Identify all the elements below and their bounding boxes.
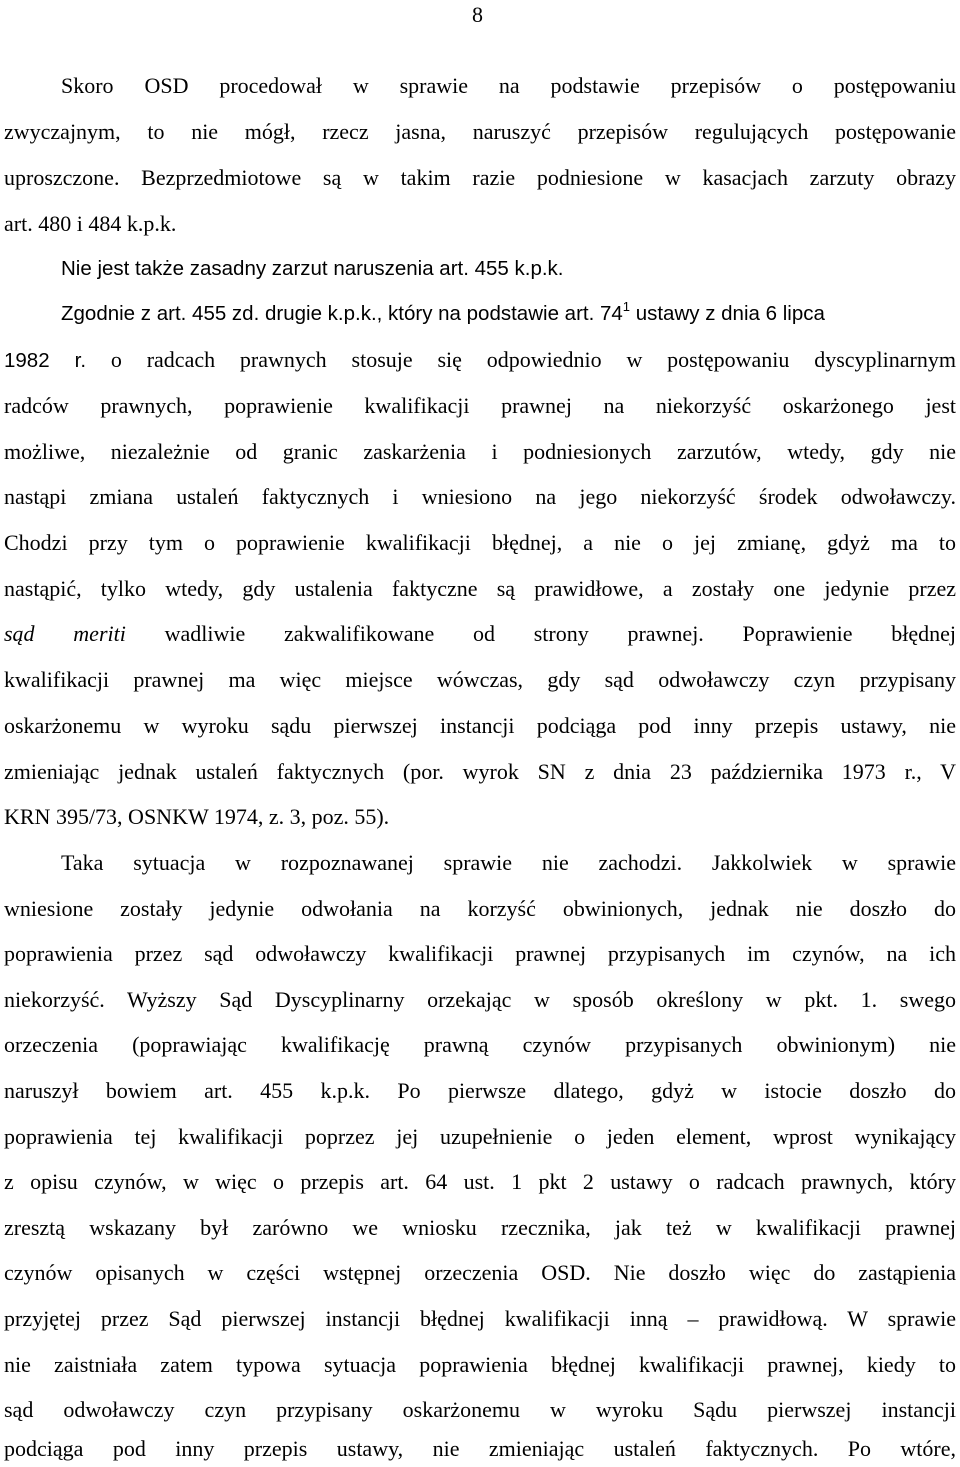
paragraph-line: nie zaistniała zatem typowa sytuacja poprawienia błędnej kwalifikacji prawnej, kiedy to [4, 1352, 956, 1377]
paragraph-line: podciąga pod inny przepis ustawy, nie zmieniając ustaleń faktycznych. Po wtóre, [4, 1436, 956, 1461]
paragraph-line: zwyczajnym, to nie mógł, rzecz jasna, naruszyć przepisów regulujących postępowanie [4, 119, 956, 144]
paragraph-line: radców prawnych, poprawienie kwalifikacji prawnej na niekorzyść oskarżonego jest [4, 393, 956, 418]
paragraph-line: oskarżonemu w wyroku sądu pierwszej instancji podciąga pod inny przepis ustawy, nie [4, 713, 956, 738]
superscript: 1 [622, 299, 631, 314]
paragraph-line: nastąpić, tylko wtedy, gdy ustalenia faktyczne są prawidłowe, a zostały one jedynie przez [4, 576, 956, 601]
paragraph-line [4, 347, 956, 374]
line-text: wadliwie zakwalifikowane od strony prawnej. Poprawienie błędnej [125, 621, 956, 646]
line-text: 1982 r. [4, 349, 87, 372]
paragraph-line: kwalifikacji prawnej ma więc miejsce wówczas, gdy sąd odwoławczy czyn przypisany [4, 667, 956, 692]
paragraph-line: przyjętej przez Sąd pierwszej instancji błędnej kwalifikacji inną – prawidłową. W sprawie [4, 1306, 956, 1331]
paragraph-line: naruszył bowiem art. 455 k.p.k. Po pierwsze dlatego, gdyż w istocie doszło do [4, 1078, 956, 1103]
paragraph-line: czynów opisanych w części wstępnej orzeczenia OSD. Nie doszło więc do zastąpienia [4, 1260, 956, 1285]
paragraph-line: z opisu czynów, w więc o przepis art. 64 ust. 1 pkt 2 ustawy o radcach prawnych, który [4, 1169, 956, 1194]
paragraph-line [61, 301, 956, 329]
paragraph-line: możliwe, niezależnie od granic zaskarżenia i podniesionych zarzutów, wtedy, gdy nie [4, 439, 956, 464]
paragraph-line: poprawienia tej kwalifikacji poprzez jej uzupełnienie o jeden element, wprost wynikający [4, 1124, 956, 1149]
paragraph-line: niekorzyść. Wyższy Sąd Dyscyplinarny orzekając w sposób określony w pkt. 1. swego [4, 987, 956, 1012]
paragraph-line: KRN 395/73, OSNKW 1974, z. 3, poz. 55). [4, 804, 390, 829]
paragraph-line: wniesione zostały jedynie odwołania na korzyść obwinionych, jednak nie doszło do [4, 896, 956, 921]
paragraph-line: zmieniając jednak ustaleń faktycznych (por. wyrok SN z dnia 23 października 1973 r., V [4, 759, 956, 784]
paragraph-line: orzeczenia (poprawiając kwalifikację prawną czynów przypisanych obwinionym) nie [4, 1032, 956, 1057]
page-number: 8 [472, 2, 483, 27]
line-text: ustawy z dnia 6 lipca [630, 302, 825, 325]
paragraph-line: uproszczone. Bezprzedmiotowe są w takim razie podniesione w kasacjach zarzuty obrazy [4, 165, 956, 190]
paragraph-line: Skoro OSD procedował w sprawie na podstawie przepisów o postępowaniu [61, 73, 956, 98]
paragraph-line: nastąpi zmiana ustaleń faktycznych i wniesiono na jego niekorzyść środek odwoławczy. [4, 484, 956, 509]
paragraph-line [4, 621, 956, 647]
paragraph-line: poprawienia przez sąd odwoławczy kwalifikacji prawnej przypisanych im czynów, na ich [4, 941, 956, 966]
paragraph-line: Nie jest także zasadny zarzut naruszenia art. 455 k.p.k. [61, 257, 564, 280]
paragraph-line: Chodzi przy tym o poprawienie kwalifikacji błędnej, a nie o jej zmianę, gdyż ma to [4, 530, 956, 555]
line-text: o radcach prawnych stosuje się odpowiednio w postępowaniu dyscyplinarnym [86, 347, 956, 372]
paragraph-line: Taka sytuacja w rozpoznawanej sprawie nie zachodzi. Jakkolwiek w sprawie [61, 850, 956, 875]
line-text: Zgodnie z art. 455 zd. drugie k.p.k., który na podstawie art. 74 [61, 302, 623, 325]
latin-phrase: sąd meriti [4, 621, 126, 646]
paragraph-line: sąd odwoławczy czyn przypisany oskarżonemu w wyroku Sądu pierwszej instancji [4, 1397, 956, 1422]
paragraph-line: zresztą wskazany był zarówno we wniosku rzecznika, jak też w kwalifikacji prawnej [4, 1215, 956, 1240]
paragraph-line: art. 480 i 484 k.p.k. [4, 211, 177, 236]
